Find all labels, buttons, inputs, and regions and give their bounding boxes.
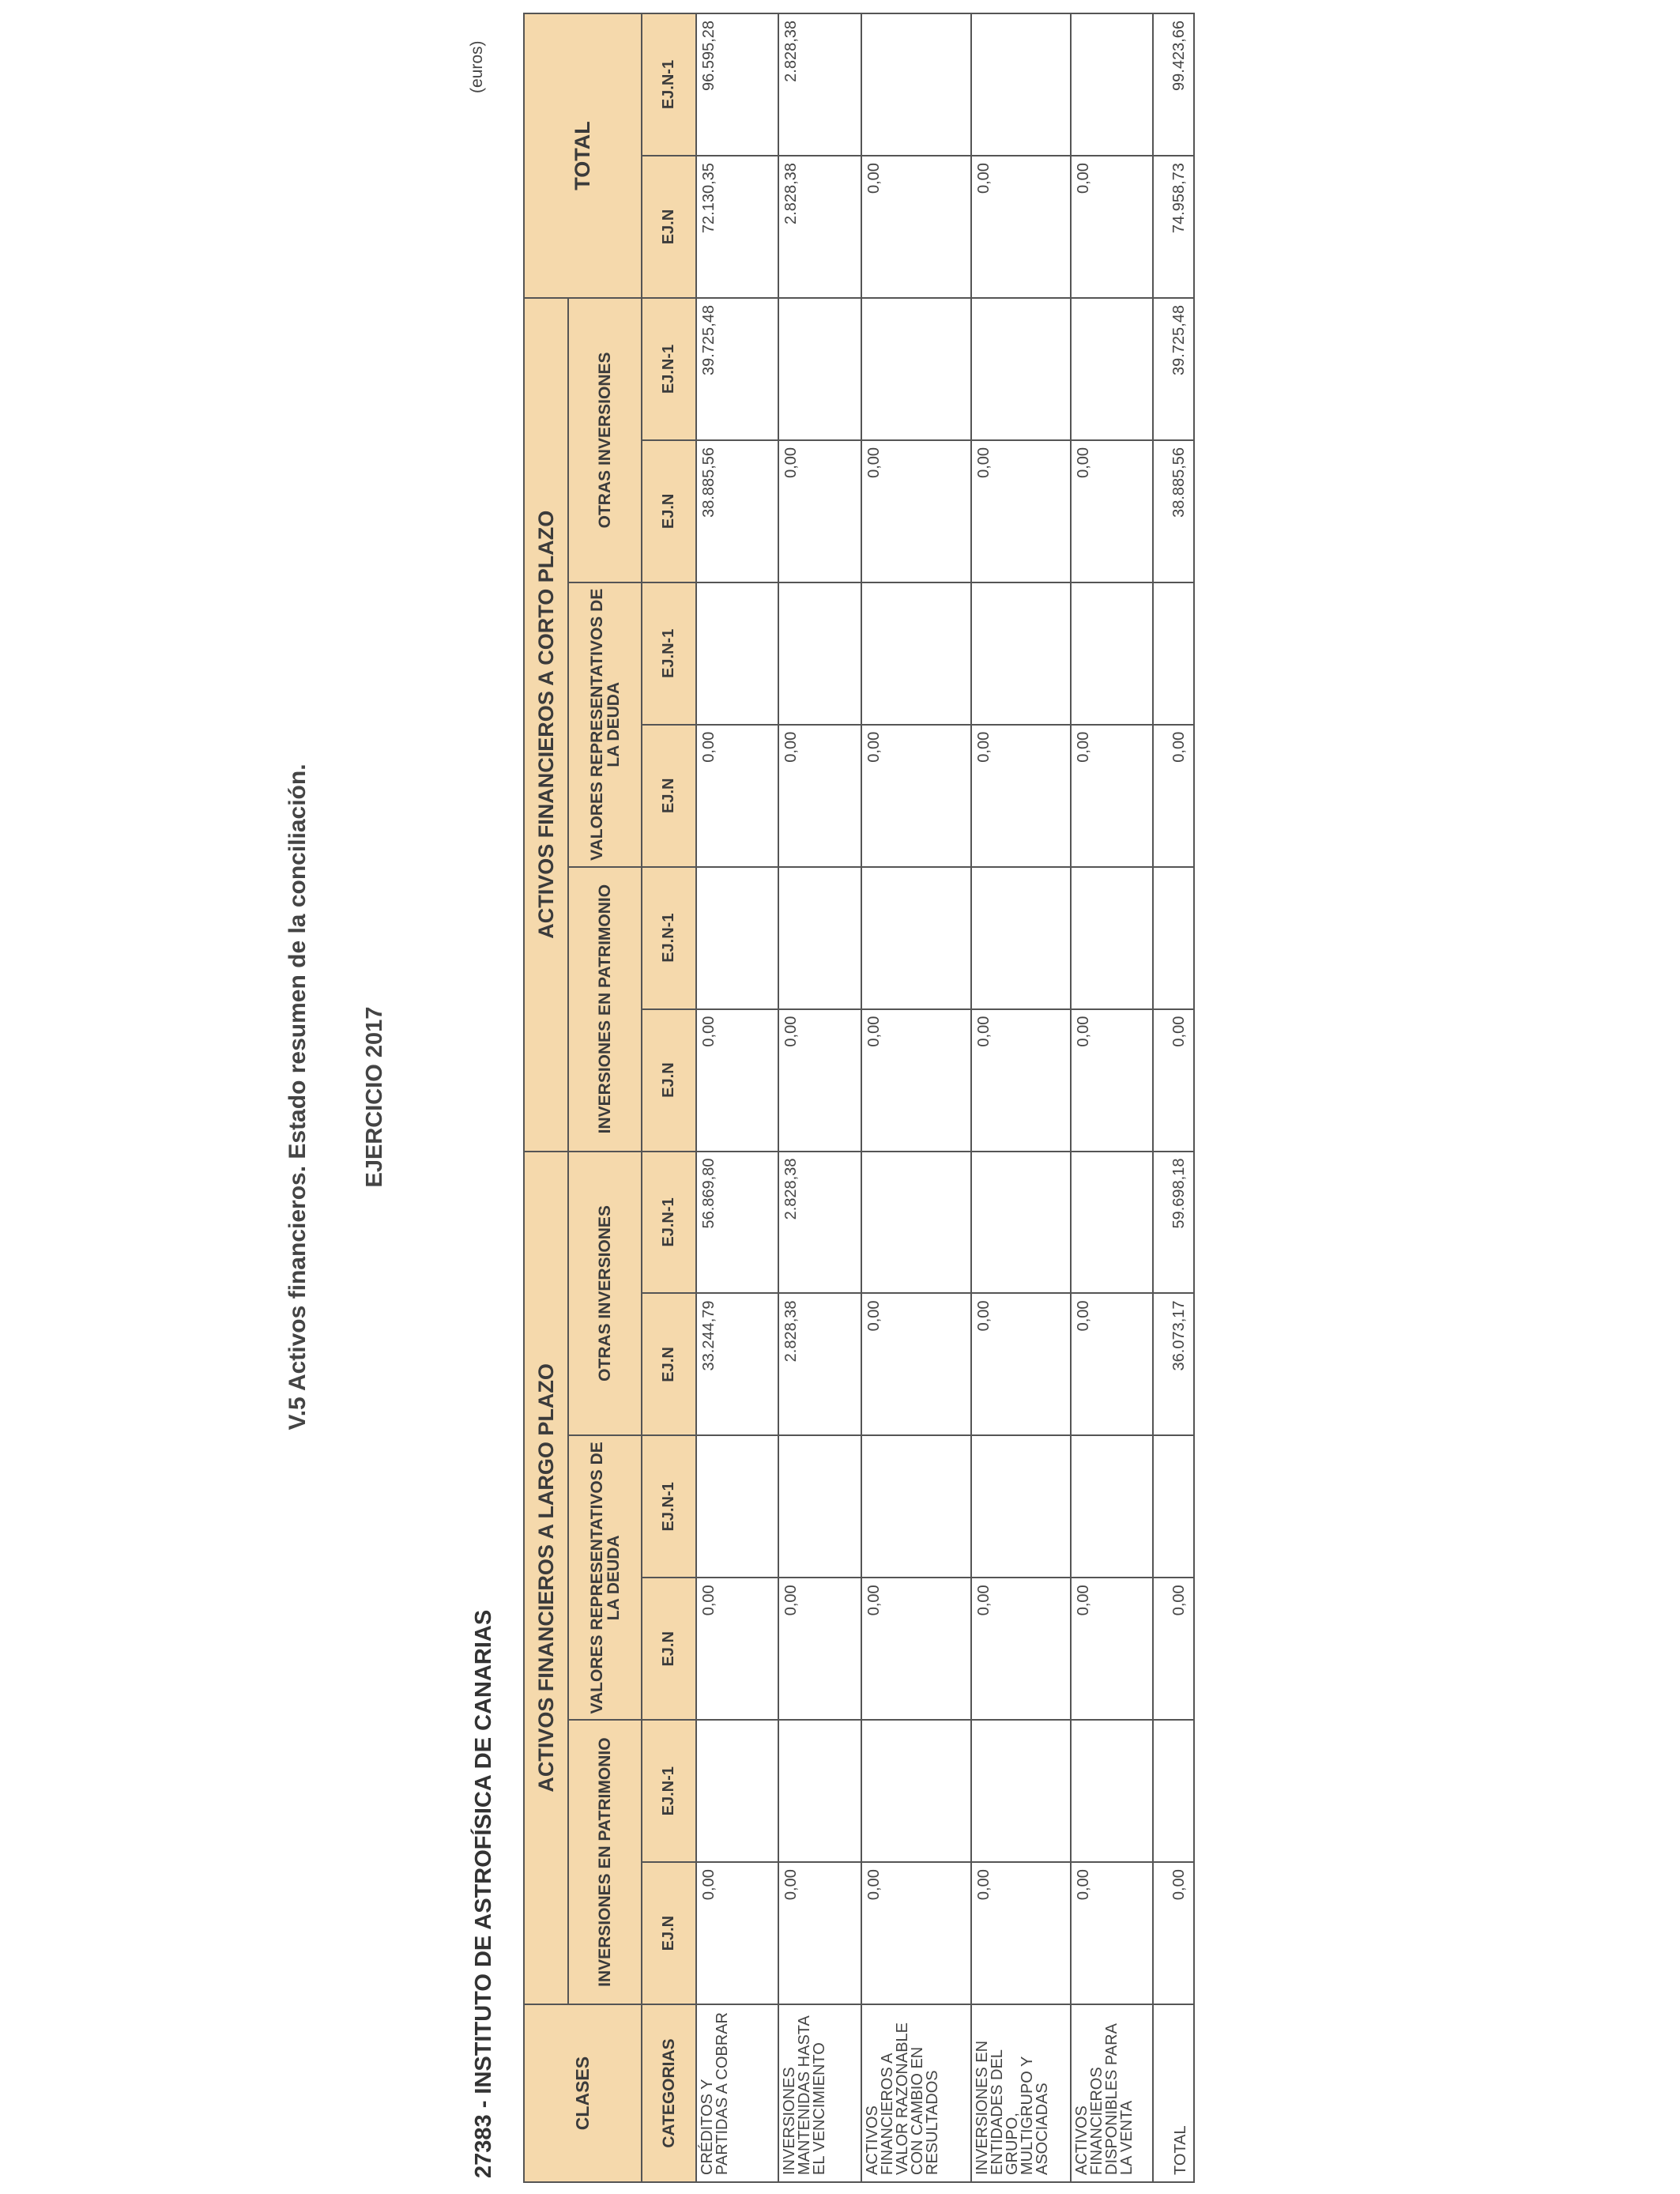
header-row-labels <box>642 13 696 2182</box>
value-cell <box>778 1720 861 1862</box>
header-ejn: EJ.N <box>642 725 696 867</box>
value-cell: 0,00 <box>1153 725 1194 867</box>
value-cell: 0,00 <box>1071 1009 1153 1152</box>
value-cell <box>778 867 861 1009</box>
header-ejn1: EJ.N-1 <box>642 13 696 156</box>
value-cell <box>971 13 1071 156</box>
value-cell: 36.073,17 <box>1153 1293 1194 1435</box>
value-cell <box>1071 1720 1153 1862</box>
total-row <box>1153 13 1194 2182</box>
value-cell <box>861 13 971 156</box>
value-cell <box>1071 582 1153 725</box>
value-cell: 0,00 <box>971 1293 1071 1435</box>
value-cell: 0,00 <box>696 1009 778 1152</box>
value-cell: 0,00 <box>861 1009 971 1152</box>
value-cell: 0,00 <box>1153 1862 1194 2004</box>
header-ejn1: EJ.N-1 <box>642 867 696 1009</box>
header-ejn1: EJ.N-1 <box>642 582 696 725</box>
table-row <box>696 13 778 2182</box>
header-ejn1: EJ.N-1 <box>642 1152 696 1294</box>
value-cell: 72.130,35 <box>696 156 778 298</box>
value-cell: 0,00 <box>861 1862 971 2004</box>
category-label: TOTAL <box>1153 2004 1194 2182</box>
value-cell: 0,00 <box>971 725 1071 867</box>
header-ejn: EJ.N <box>642 156 696 298</box>
table-row <box>861 13 971 2182</box>
value-cell: 0,00 <box>778 725 861 867</box>
value-cell: 38.885,56 <box>696 440 778 582</box>
value-cell: 0,00 <box>1153 1578 1194 1720</box>
entity-name: 27383 - INSTITUTO DE ASTROFÍSICA DE CANARIAS <box>471 1609 496 2178</box>
value-cell <box>971 1152 1071 1294</box>
value-cell <box>1071 298 1153 440</box>
header-row-top <box>524 13 568 2182</box>
category-label: INVERSIONES MANTENIDAS HASTA EL VENCIMIENTO <box>778 2004 861 2182</box>
value-cell <box>1071 1435 1153 1578</box>
value-cell: 0,00 <box>696 1862 778 2004</box>
value-cell <box>1071 13 1153 156</box>
value-cell: 39.725,48 <box>696 298 778 440</box>
header-ejn1: EJ.N-1 <box>642 1435 696 1578</box>
value-cell <box>1153 582 1194 725</box>
header-cp-valores-deuda: VALORES REPRESENTATIVOS DE LA DEUDA <box>568 582 642 867</box>
value-cell: 0,00 <box>778 440 861 582</box>
value-cell: 0,00 <box>971 156 1071 298</box>
category-label: ACTIVOS FINANCIEROS A VALOR RAZONABLE CON CAMBIO EN RESULTADOS <box>861 2004 971 2182</box>
value-cell: 0,00 <box>778 1862 861 2004</box>
value-cell <box>696 867 778 1009</box>
value-cell: 0,00 <box>861 1578 971 1720</box>
value-cell: 0,00 <box>861 440 971 582</box>
value-cell: 0,00 <box>1071 156 1153 298</box>
reconciliation-table <box>523 13 1195 2183</box>
value-cell <box>861 1152 971 1294</box>
value-cell <box>1153 867 1194 1009</box>
value-cell: 99.423,66 <box>1153 13 1194 156</box>
value-cell <box>861 582 971 725</box>
value-cell <box>861 1435 971 1578</box>
header-ejn: EJ.N <box>642 1578 696 1720</box>
header-row-mid <box>568 13 642 2182</box>
value-cell <box>971 582 1071 725</box>
value-cell: 2.828,38 <box>778 1293 861 1435</box>
value-cell: 0,00 <box>971 1009 1071 1152</box>
value-cell <box>1071 867 1153 1009</box>
value-cell: 0,00 <box>861 1293 971 1435</box>
value-cell <box>696 1720 778 1862</box>
value-cell: 33.244,79 <box>696 1293 778 1435</box>
category-label: INVERSIONES EN ENTIDADES DEL GRUPO, MULTIGRUPO Y ASOCIADAS <box>971 2004 1071 2182</box>
table-row <box>778 13 861 2182</box>
value-cell <box>861 298 971 440</box>
value-cell: 96.595,28 <box>696 13 778 156</box>
category-label: ACTIVOS FINANCIEROS DISPONIBLES PARA LA VENTA <box>1071 2004 1153 2182</box>
header-largo-plazo: ACTIVOS FINANCIEROS A LARGO PLAZO <box>524 1152 568 2005</box>
document-title: V.5 Activos financieros. Estado resumen de la conciliación. <box>284 763 311 1431</box>
category-label: CRÉDITOS Y PARTIDAS A COBRAR <box>696 2004 778 2182</box>
header-clases: CLASES <box>524 2004 642 2182</box>
header-ejn: EJ.N <box>642 1862 696 2004</box>
value-cell: 0,00 <box>696 725 778 867</box>
value-cell: 0,00 <box>1071 1293 1153 1435</box>
value-cell: 0,00 <box>1071 1862 1153 2004</box>
header-lp-otras-inversiones: OTRAS INVERSIONES <box>568 1152 642 1436</box>
value-cell: 0,00 <box>778 1578 861 1720</box>
value-cell: 0,00 <box>861 725 971 867</box>
value-cell: 0,00 <box>696 1578 778 1720</box>
units-label: (euros) <box>468 40 486 93</box>
value-cell <box>861 867 971 1009</box>
header-ejn1: EJ.N-1 <box>642 1720 696 1862</box>
value-cell <box>971 1720 1071 1862</box>
document-subtitle: EJERCICIO 2017 <box>362 1006 387 1188</box>
value-cell: 38.885,56 <box>1153 440 1194 582</box>
value-cell: 0,00 <box>861 156 971 298</box>
header-ejn: EJ.N <box>642 1293 696 1435</box>
value-cell <box>696 582 778 725</box>
header-corto-plazo: ACTIVOS FINANCIEROS A CORTO PLAZO <box>524 298 568 1152</box>
value-cell: 74.958,73 <box>1153 156 1194 298</box>
value-cell <box>971 298 1071 440</box>
value-cell: 0,00 <box>971 1578 1071 1720</box>
header-ejn: EJ.N <box>642 440 696 582</box>
value-cell: 0,00 <box>971 440 1071 582</box>
header-ejn1: EJ.N-1 <box>642 298 696 440</box>
header-categorias: CATEGORIAS <box>642 2004 696 2182</box>
value-cell <box>861 1720 971 1862</box>
value-cell: 59.698,18 <box>1153 1152 1194 1294</box>
table-row <box>971 13 1071 2182</box>
value-cell <box>696 1435 778 1578</box>
table-row <box>1071 13 1153 2182</box>
header-total: TOTAL <box>524 13 642 298</box>
table-body <box>696 13 1194 2182</box>
value-cell <box>778 298 861 440</box>
value-cell: 2.828,38 <box>778 156 861 298</box>
value-cell: 2.828,38 <box>778 13 861 156</box>
value-cell: 0,00 <box>1071 725 1153 867</box>
value-cell: 0,00 <box>1071 1578 1153 1720</box>
value-cell <box>971 1435 1071 1578</box>
header-ejn: EJ.N <box>642 1009 696 1152</box>
value-cell: 0,00 <box>778 1009 861 1152</box>
value-cell <box>1071 1152 1153 1294</box>
value-cell: 39.725,48 <box>1153 298 1194 440</box>
value-cell <box>971 867 1071 1009</box>
value-cell: 0,00 <box>1071 440 1153 582</box>
header-cp-inv-patrimonio: INVERSIONES EN PATRIMONIO <box>568 867 642 1152</box>
value-cell: 0,00 <box>1153 1009 1194 1152</box>
value-cell <box>1153 1720 1194 1862</box>
header-lp-inv-patrimonio: INVERSIONES EN PATRIMONIO <box>568 1720 642 2004</box>
value-cell <box>1153 1435 1194 1578</box>
value-cell: 56.869,80 <box>696 1152 778 1294</box>
value-cell: 2.828,38 <box>778 1152 861 1294</box>
header-lp-valores-deuda: VALORES REPRESENTATIVOS DE LA DEUDA <box>568 1435 642 1720</box>
value-cell <box>778 582 861 725</box>
value-cell: 0,00 <box>971 1862 1071 2004</box>
value-cell <box>778 1435 861 1578</box>
header-cp-otras-inversiones: OTRAS INVERSIONES <box>568 298 642 582</box>
